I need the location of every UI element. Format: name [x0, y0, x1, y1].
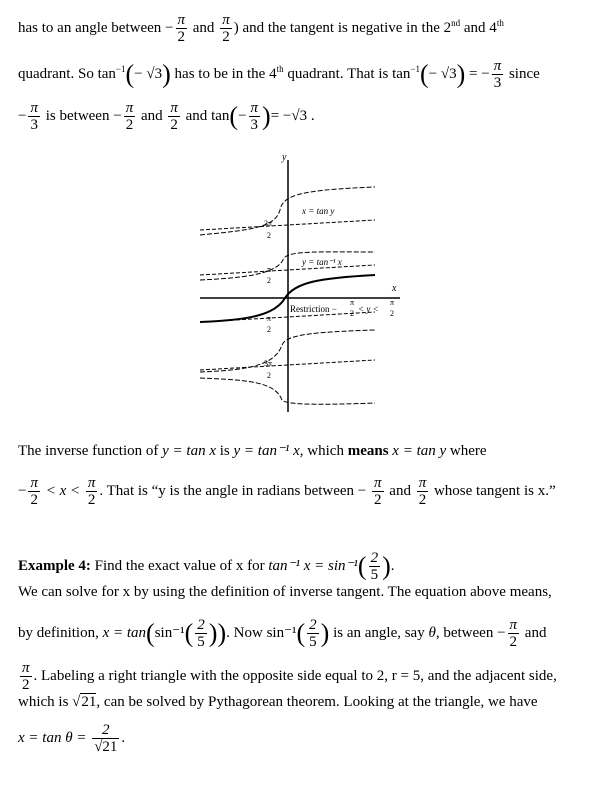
math-sqrt: 21 — [81, 694, 97, 710]
restriction-ineq: < y < — [358, 304, 379, 314]
tick-3pi: 3π — [264, 359, 273, 368]
fraction-pi-over-2: $\frac{\pi}{2}$ — [418, 475, 427, 508]
math-arg: − √3 — [134, 65, 163, 82]
math: tan⁻¹ x = sin⁻¹ — [268, 557, 358, 574]
text: , can be solved by Pythagorean theorem. Looking at the triangle, we have — [96, 694, 538, 710]
text: quadrant. That is — [287, 65, 389, 82]
tick-2: 2 — [267, 325, 271, 334]
text: and — [185, 107, 208, 124]
fraction-pi-over-2: $\frac{\pi}{2}$ — [170, 100, 178, 133]
restriction-2: 2 — [350, 309, 354, 318]
label-y-arctan-x: y = tan⁻¹ x — [302, 257, 342, 267]
text: and — [389, 482, 411, 499]
text: since — [508, 65, 540, 82]
fraction-pi-over-2: $\frac{\pi}{2}$ — [509, 617, 518, 650]
text-line-9: which is √21, can be solved by Pythagorean theorem. Looking at the triangle, we have — [18, 694, 538, 710]
y-axis-label: y — [282, 152, 287, 163]
text: whose tangent is x.” — [433, 482, 556, 499]
tick-2: 2 — [267, 276, 271, 285]
fraction-2-over-5: $\frac{2}{5}$ — [197, 617, 205, 650]
text: We can solve for x by using the definition of inverse tangent. The equation above means, — [18, 584, 552, 600]
fraction-pi-over-2: $\frac{\pi}{2}$ — [30, 475, 38, 508]
text: and — [140, 107, 163, 124]
tick-pi: π — [267, 265, 272, 274]
math-tan: tan — [97, 65, 116, 82]
label-x-tan-y: x = tan y — [302, 206, 335, 216]
text-line-4: The inverse function of y = tan x is y = tan⁻¹ x, which means x = tan y where — [18, 443, 487, 459]
math-sin: sin⁻¹ — [266, 624, 297, 641]
fraction-pi-over-2: $\frac{\pi}{2}$ — [22, 660, 30, 693]
example-label: Example 4: — [18, 557, 91, 574]
tangent-graph — [190, 150, 410, 415]
fraction-2-over-5: $\frac{2}{5}$ — [309, 617, 317, 650]
text: by definition, — [18, 624, 99, 641]
text-line-7: by definition, x = tan(sin⁻¹( $\frac{2}{5}$ )). Now sin⁻¹( $\frac{2}{5}$ ) is an angle, say θ, between − $\frac{\pi}{2}$ and — [18, 617, 547, 650]
fraction-pi-over-2: $\frac{\pi}{2}$ — [374, 475, 382, 508]
fraction-2-over-5: $\frac{2}{5}$ — [370, 550, 379, 583]
restriction-pi: π — [390, 298, 395, 307]
tick-3pi: 3π — [264, 219, 273, 228]
text-bold: means — [347, 443, 389, 459]
text: has to an angle between — [18, 19, 162, 36]
text: which is — [18, 694, 69, 710]
text: ) and the tangent is negative in the 2 — [233, 19, 452, 36]
tick-2: 2 — [267, 231, 271, 240]
fraction-pi-over-2: $\frac{\pi}{2}$ — [87, 475, 96, 508]
fraction-pi-over-3: $\frac{\pi}{3}$ — [250, 100, 259, 133]
fraction-pi-over-3: $\frac{\pi}{3}$ — [493, 58, 502, 91]
text: . Labeling a right triangle with the opposite side equal to 2, r = 5, and the adjacent side, — [33, 667, 557, 684]
text-line-1: has to an angle between − $\frac{\pi}{2}$ and $\frac{\pi}{2}$ ) and the tangent is negative in the 2nd and 4th — [18, 12, 504, 45]
tick-pi: π — [267, 314, 272, 323]
restriction-label: Restriction − — [290, 304, 337, 314]
text: quadrant. So — [18, 65, 94, 82]
text: has to be in the 4 — [174, 65, 277, 82]
restriction-pi: π — [350, 298, 355, 307]
text: and 4 — [463, 19, 497, 36]
restriction-2: 2 — [390, 309, 394, 318]
text-line-10: x = tan θ = $\frac{2}{√21}$ . — [18, 722, 126, 755]
text-line-5: − $\frac{\pi}{2}$ < x < $\frac{\pi}{2}$ . That is “y is the angle in radians between − $\frac{\pi}{2}$ and $\frac{\pi}{2}$ whose tangent is x.” — [18, 475, 556, 508]
fraction-2-over-sqrt21: $\frac{2}{√21}$ — [94, 722, 118, 755]
math-tan: tan — [392, 65, 411, 82]
text: Find the exact value of x for — [94, 557, 265, 574]
text-line-8 — [18, 660, 557, 693]
text: where — [449, 443, 487, 459]
text: is — [219, 443, 230, 459]
text-line-3: − $\frac{\pi}{3}$ is between − $\frac{\pi}{2}$ and $\frac{\pi}{2}$ and tan(− $\frac{\pi}{3}$ )= −√3 . — [18, 100, 315, 133]
text: and — [192, 19, 215, 36]
text-line-2: quadrant. So $\tan^{-1}(- √3)$ has to be in the 4th quadrant. That is $\tan^{-1}(- √3)$ = − $\frac{\pi}{3}$ since — [18, 58, 540, 91]
fraction-pi-over-3: $\frac{\pi}{3}$ — [30, 100, 38, 133]
fraction-pi-over-2: $\frac{\pi}{2}$ — [177, 12, 186, 45]
minus-sign: − — [165, 19, 174, 36]
x-axis-label: x — [392, 283, 397, 294]
math: x = tan θ = — [18, 729, 87, 746]
example-heading: Example 4: Find the exact value of x for tan⁻¹ x = sin⁻¹( $\frac{2}{5}$ ). — [18, 550, 395, 583]
text: is an angle, say — [333, 624, 425, 641]
text: is between — [45, 107, 110, 124]
text: and — [524, 624, 547, 641]
text: The inverse function of — [18, 443, 159, 459]
math: x = tan y — [392, 443, 447, 459]
math-tan: tan — [211, 107, 230, 124]
fraction-pi-over-2: $\frac{\pi}{2}$ — [222, 12, 230, 45]
math: y = tan⁻¹ x — [233, 443, 300, 459]
math: x = tan — [102, 624, 147, 641]
text: . That is “y is the angle in radians between − — [99, 482, 367, 499]
text-line-6 — [18, 583, 552, 601]
math: y = tan x — [162, 443, 216, 459]
tick-2: 2 — [267, 371, 271, 380]
fraction-pi-over-2: $\frac{\pi}{2}$ — [125, 100, 134, 133]
